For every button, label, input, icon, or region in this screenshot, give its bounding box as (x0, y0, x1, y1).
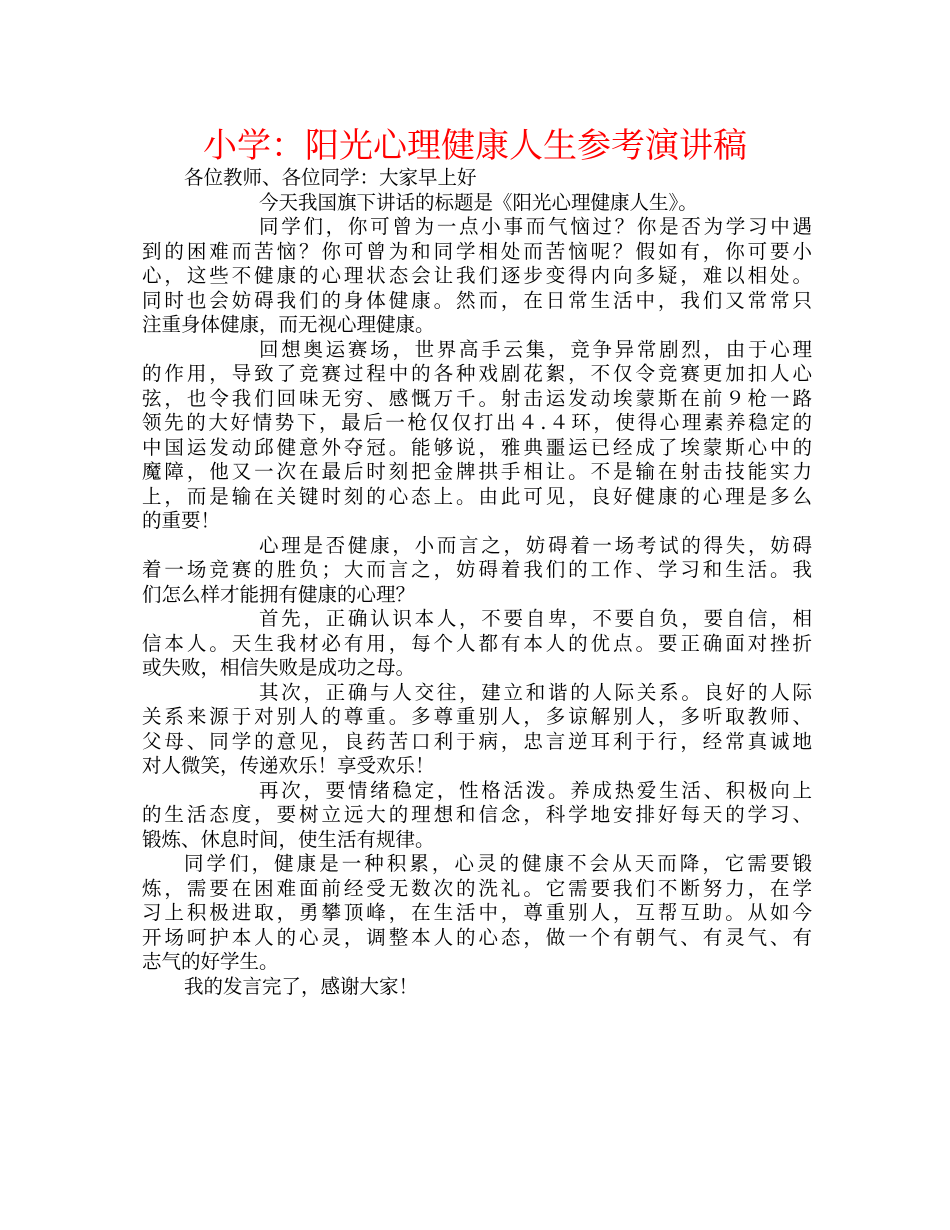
closing-line: 我的发言完了，感谢大家！ (184, 974, 419, 998)
text-line: 其次，正确与人交往，建立和谐的人际关系。良好的人际 (259, 680, 812, 704)
text-line: 习上积极进取，勇攀顶峰，在生活中，尊重别人，互帮互助。从如今 (142, 901, 812, 924)
text-line: 同时也会妨碍我们的身体健康。然而，在日常生活中，我们又常常只 (142, 288, 812, 312)
text-line: 再次，要情绪稳定，性格活泼。养成热爱生活、积极向上 (259, 778, 812, 802)
text-line: 魔障，他又一次在最后时刻把金牌拱手相让。不是输在射击技能实力 (142, 460, 812, 483)
text-line: 信本人。天生我材必有用，每个人都有本人的优点。要正确面对挫折 (142, 631, 812, 655)
text-line: 同学们，健康是一种积累，心灵的健康不会从天而降，它需要锻 (184, 852, 812, 875)
text-line: 同学们，你可曾为一点小事而气恼过？你是否为学习中遇 (259, 215, 812, 238)
text-line: 中国运发动邱健意外夺冠。能够说，雅典噩运已经成了埃蒙斯心中的 (142, 435, 812, 459)
greeting-line: 各位教师、各位同学：大家早上好 (184, 166, 477, 189)
text-line: 心理是否健康，小而言之，妨碍着一场考试的得失，妨碍 (259, 533, 812, 557)
text-line: 对人微笑，传递欢乐！享受欢乐！ (142, 754, 435, 777)
text-line: 首先，正确认识本人，不要自卑，不要自负，要自信，相 (259, 607, 812, 630)
speech-body (142, 166, 812, 999)
intro-line: 今天我国旗下讲话的标题是《阳光心理健康人生》。 (259, 190, 698, 214)
text-line: 着一场竞赛的胜负；大而言之，妨碍着我们的工作、学习和生活。我 (142, 558, 812, 581)
text-line: 们怎么样才能拥有健康的心理？ (142, 582, 416, 606)
text-line: 锻炼、休息时间，使生活有规律。 (142, 827, 435, 851)
text-line: 的作用，导致了竞赛过程中的各种戏剧花絮，不仅令竞赛更加扣人心 (142, 362, 812, 385)
text-line: 到的困难而苦恼？你可曾为和同学相处而苦恼呢？假如有，你可要小 (142, 239, 812, 263)
text-line: 关系来源于对别人的尊重。多尊重别人，多谅解别人，多听取教师、 (142, 705, 812, 728)
text-line: 回想奥运赛场，世界高手云集，竞争异常剧烈，由于心理 (259, 337, 812, 361)
text-line: 领先的大好情势下，最后一枪仅仅打出４.４环，使得心理素养稳定的 (142, 411, 812, 434)
text-line: 上，而是输在关键时刻的心态上。由此可见，良好健康的心理是多么 (142, 484, 812, 508)
document-title: 小学：阳光心理健康人生参考演讲稿 (203, 126, 747, 166)
text-line: 炼，需要在困难面前经受无数次的洗礼。它需要我们不断努力，在学 (142, 876, 812, 900)
text-line: 的生活态度，要树立远大的理想和信念，科学地安排好每天的学习、 (142, 803, 812, 826)
text-line: 或失败，相信失败是成功之母。 (142, 656, 416, 679)
text-line: 注重身体健康，而无视心理健康。 (142, 313, 435, 336)
text-line: 父母、同学的意见，良药苦口利于病，忠言逆耳利于行，经常真诚地 (142, 729, 812, 753)
text-line: 弦，也令我们回味无穷、感慨万千。射击运发动埃蒙斯在前９枪一路 (142, 386, 812, 410)
text-line: 开场呵护本人的心灵，调整本人的心态，做一个有朝气、有灵气、有 (142, 925, 812, 949)
text-line: 志气的好学生。 (142, 950, 279, 973)
text-line: 心，这些不健康的心理状态会让我们逐步变得内向多疑，难以相处。 (142, 264, 812, 287)
text-line: 的重要！ (142, 509, 221, 532)
